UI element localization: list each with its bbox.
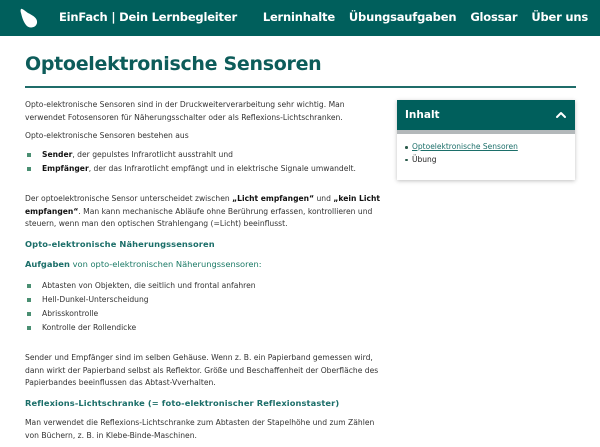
- list-item: Kontrolle der Rollendicke: [25, 322, 385, 335]
- term-sender: Sender: [42, 149, 73, 159]
- list-item: Abrisskontrolle: [25, 308, 385, 321]
- article-content: [25, 99, 385, 447]
- list-item: Abtasten von Objekten, die seitlich und frontal anfahren: [25, 280, 385, 293]
- top-navigation-bar: [0, 0, 600, 36]
- nav-item-glossar[interactable]: Glossar: [470, 10, 518, 24]
- reflexion-paragraph: Man verwendet die Reflexions-Lichtschranke zum Abtasten der Stapelhöhe und zum Zählen von Büchern, z. B. in Klebe-Binde-Maschinen.: [25, 418, 375, 440]
- components-list: [25, 149, 385, 176]
- tasks-heading: Aufgaben von opto-elektronischen Näherungssensoren:: [25, 259, 262, 269]
- spacer: [25, 340, 385, 352]
- spacer: [25, 181, 385, 193]
- toc-list: [397, 134, 575, 166]
- tasks-list: [25, 280, 385, 335]
- housing-paragraph: Sender und Empfänger sind im selben Gehäuse. Wenn z. B. ein Papierband gemessen wird, dann wirkt der Papierband selbst als Reflektor. Größe und Beschaffenheit der Oberfläche des Papierbandes beeinflussen das Abtast-Vverhalten.: [25, 353, 379, 387]
- title-divider: [25, 86, 576, 88]
- section-heading-reflexions-lichtschranke: Reflexions-Lichtschranke (= foto-elektronischer Reflexionstaster): [25, 397, 340, 408]
- toc-link-optoelektronische-sensoren[interactable]: Optoelektronische Sensoren: [412, 142, 518, 151]
- page-title: Optoelektronische Sensoren: [25, 53, 322, 75]
- list-item: Hell-Dunkel-Unterscheidung: [25, 294, 385, 307]
- nav-item-uebungsaufgaben[interactable]: Übungsaufgaben: [348, 10, 457, 24]
- list-item: Sender, der gepulstes Infrarotlicht ausstrahlt und: [25, 149, 385, 162]
- distinction-paragraph: Der optoelektronische Sensor unterscheidet zwischen „Licht empfangen“ und „kein Licht empfangen“. Man kann mechanische Abläufe ohne Berührung erfassen, kontrollieren und steuern, wenn man den optischen Strahlengang (=Licht) beeinflusst.: [25, 194, 380, 228]
- term-empfaenger: Empfänger: [42, 163, 89, 173]
- toc-title: Inhalt: [405, 109, 440, 121]
- section-heading-naeherungssensoren: Opto-elektronische Näherungssensoren: [25, 238, 215, 249]
- drop-logo-icon[interactable]: [19, 7, 39, 29]
- toc-item: [405, 141, 575, 154]
- table-of-contents: [397, 100, 575, 180]
- list-item: Empfänger, der das Infrarotlicht empfängt und in elektrische Signale umwandelt.: [25, 163, 385, 176]
- nav-item-ueber-uns[interactable]: Über uns: [531, 10, 588, 24]
- nav-item-lerninhalte[interactable]: Lerninhalte: [262, 10, 335, 24]
- chevron-up-icon[interactable]: [555, 110, 567, 120]
- toc-toggle[interactable]: [397, 100, 575, 130]
- intro-paragraph: Opto-elektronische Sensoren sind in der Druckweiterverarbeitung sehr wichtig. Man verwendet Fotosensoren für Näherungsschalter oder als Reflexions-Lichtschranken.: [25, 100, 345, 122]
- toc-item[interactable]: Übung: [405, 154, 575, 167]
- brand-title[interactable]: EinFach | Dein Lernbegleiter: [59, 10, 237, 24]
- main-nav: [263, 10, 588, 24]
- components-intro: Opto-elektronische Sensoren bestehen aus: [25, 131, 189, 140]
